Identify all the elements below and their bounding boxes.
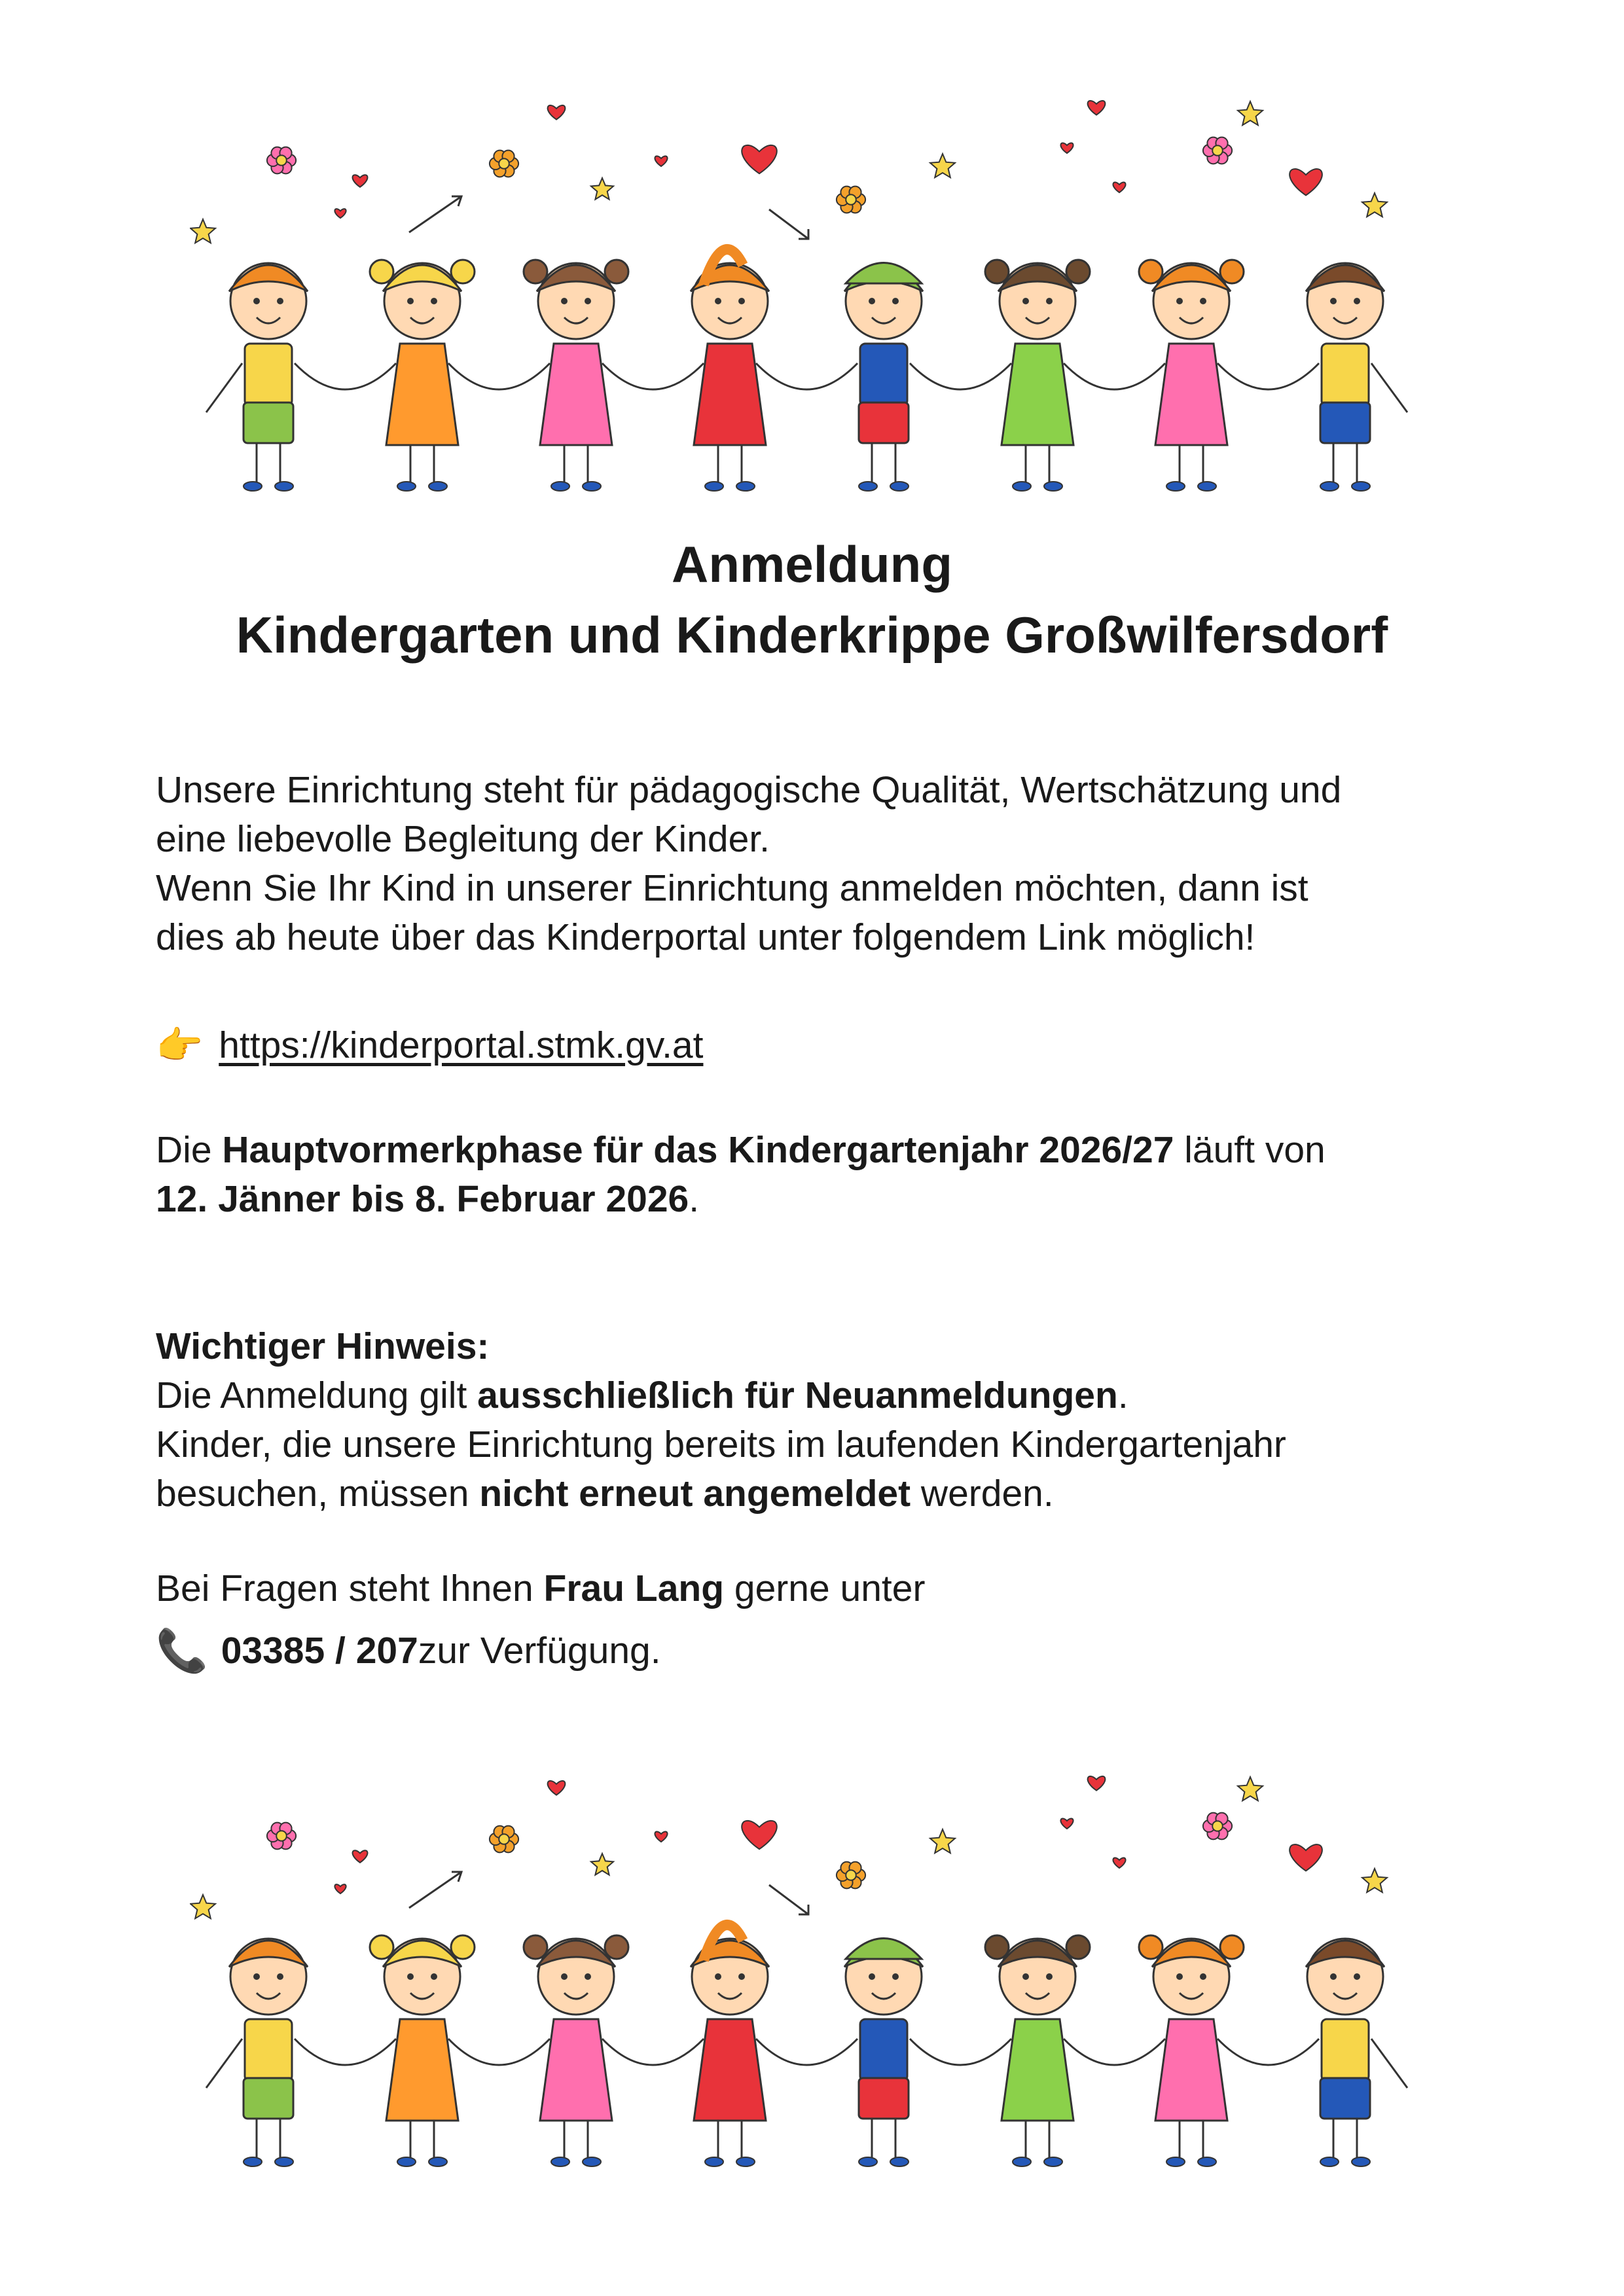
page-title: Anmeldung	[672, 535, 952, 593]
phase-prefix: Die	[156, 1129, 223, 1171]
phase-suffix: .	[689, 1178, 700, 1220]
contact-prefix: Bei Fragen steht Ihnen	[156, 1568, 544, 1609]
hint-paragraph	[156, 1322, 1491, 1518]
page-subtitle: Kindergarten und Kinderkrippe Großwilfersdorf	[236, 606, 1388, 664]
hint-heading	[156, 1322, 1491, 1371]
hint-line-2: Kinder, die unsere Einrichtung bereits im laufenden Kindergartenjahr	[156, 1424, 1286, 1465]
phone-suffix: zur Verfügung.	[418, 1630, 661, 1672]
children-illustration-top	[190, 75, 1420, 494]
phase-title: Hauptvormerkphase für das Kindergartenjahr 2026/27	[222, 1129, 1174, 1171]
phone-row	[156, 1626, 1491, 1676]
intro-line: Unsere Einrichtung steht für pädagogische Qualität, Wertschätzung und	[156, 769, 1342, 811]
pointing-hand-icon: 👉	[156, 1024, 204, 1067]
intro-line: dies ab heute über das Kinderportal unter folgendem Link möglich!	[156, 916, 1255, 958]
contact-suffix: gerne unter	[724, 1568, 926, 1609]
hint-l1-prefix: Die Anmeldung gilt	[156, 1374, 478, 1416]
hint-l3-prefix: besuchen, müssen	[156, 1473, 480, 1515]
contact-line	[156, 1564, 1491, 1613]
hint-l3-bold: nicht erneut angemeldet	[479, 1473, 911, 1515]
telephone-icon: 📞	[156, 1627, 208, 1674]
intro-paragraph	[156, 766, 1491, 962]
hint-line-3	[156, 1469, 1491, 1518]
phase-dates: 12. Jänner bis 8. Februar 2026	[156, 1178, 689, 1220]
kinderportal-link[interactable]: https://kinderportal.stmk.gv.at	[219, 1024, 704, 1066]
phase-mid: läuft von	[1174, 1129, 1326, 1171]
hint-l3-suffix: werden.	[911, 1473, 1054, 1515]
hint-heading-text: Wichtiger Hinweis:	[156, 1325, 490, 1367]
children-holding-hands-icon	[190, 75, 1420, 494]
contact-name: Frau Lang	[543, 1568, 725, 1609]
intro-line: Wenn Sie Ihr Kind in unserer Einrichtung anmelden möchten, dann ist	[156, 867, 1308, 909]
phase-line-2	[156, 1175, 1491, 1224]
phase-paragraph	[156, 1126, 1491, 1224]
intro-line: eine liebevolle Begleitung der Kinder.	[156, 818, 770, 860]
phase-line-1	[156, 1126, 1491, 1175]
children-illustration-bottom	[190, 1751, 1420, 2170]
hint-l1-suffix: .	[1117, 1374, 1128, 1416]
phone-number: 03385 / 207	[221, 1630, 418, 1672]
hint-l1-bold: ausschließlich für Neuanmeldungen	[477, 1374, 1118, 1416]
hint-line-1	[156, 1371, 1491, 1420]
link-row	[156, 1021, 1491, 1070]
children-holding-hands-icon	[190, 1751, 1420, 2170]
